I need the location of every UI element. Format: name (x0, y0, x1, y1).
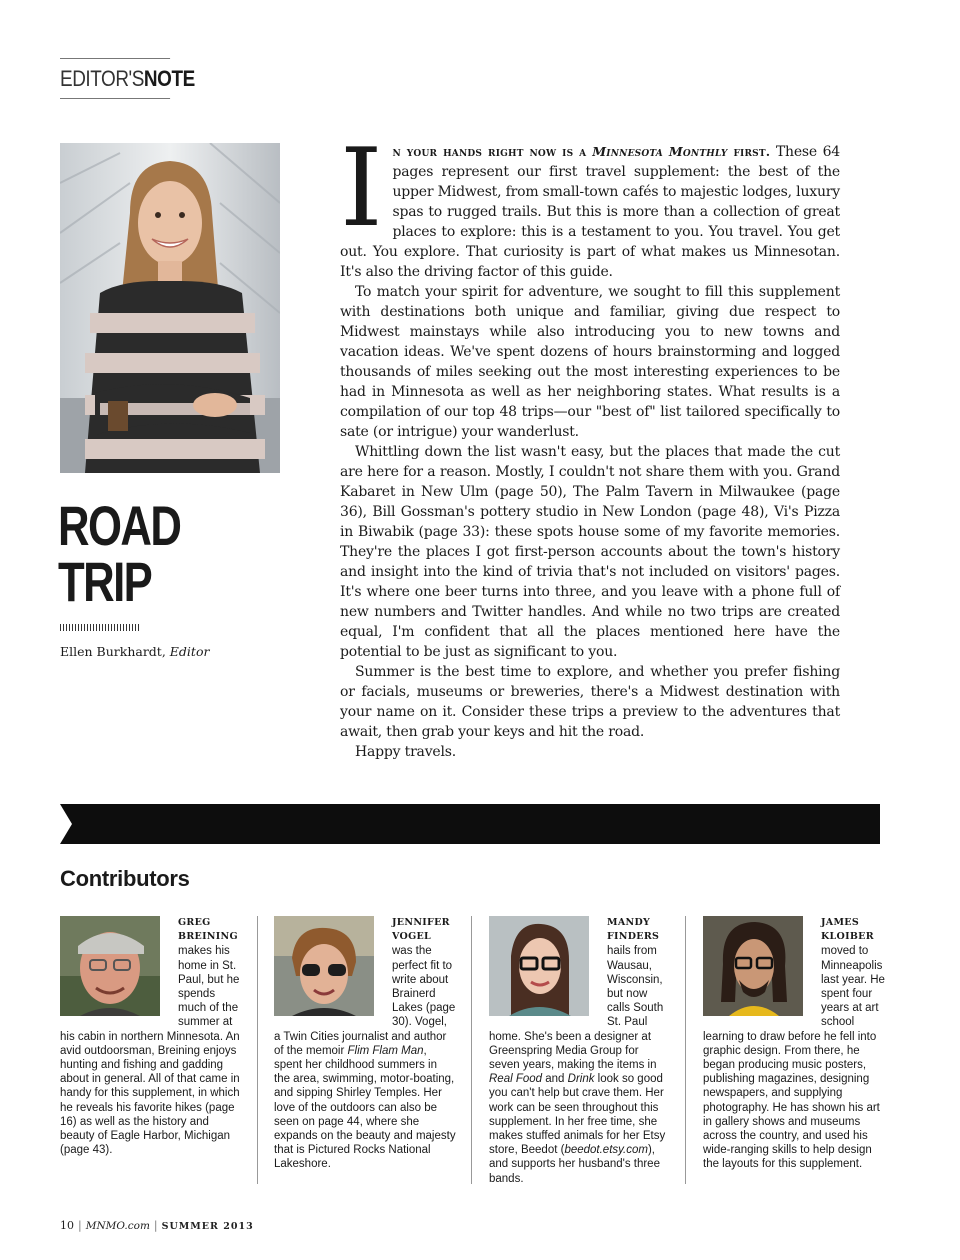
feature-title (58, 494, 181, 613)
lead-in-a: n your hands right now is a (392, 144, 593, 159)
contributor-bio-pub2: Drink (567, 1073, 595, 1086)
section-label-light: EDITOR'S (60, 66, 144, 91)
footer-site: MNMO.com (85, 1220, 150, 1232)
section-banner (60, 804, 880, 844)
byline (60, 644, 209, 659)
lead-in-publication: Minnesota Monthly (592, 144, 728, 159)
contributor-bio: makes his home in St. Paul, but he spends much of the summer at his cabin in northern Minnesota. An avid outdoorsman, Breining enjoys hunting and fishing and gadding about in general. All of that came in handy for this supplement, in which he reveals his favorite hikes (page 16) as well as the history and beauty of Eagle Harbor, Michigan (page 43). (60, 945, 240, 1157)
article-paragraph-2: To match your spirit for adventure, we sought to fill this supplement with destinations both unique and familiar, giving due respect to Midwest mainstays while also introducing you to new towns and vacation ideas. We've spent dozens of hours brainstorming and logged thousands of miles seeking out the most interesting experiences to be had in Minnesota as well as her neighboring states. What results is a compilation of our top 48 trips—our "best of" list tailored specifically to sate (or intrigue) your wanderlust. (340, 284, 840, 440)
lead-in (392, 144, 770, 159)
contributor-photo (489, 916, 589, 1016)
contributor-name: MANDY FINDERS (607, 917, 660, 943)
feature-title-line2: TRIP (58, 550, 152, 613)
contributor-bio-c: look so good you can't help but crave them. Her work can be seen throughout this supplement. In her free time, she makes stuffed animals for her Etsy store, Beedot ( (489, 1073, 666, 1157)
contributor-bio-book: Flim Flam Man (347, 1044, 424, 1057)
section-label-bold: NOTE (143, 66, 195, 91)
banner-notch (60, 804, 74, 844)
article-paragraph-3: Whittling down the list wasn't easy, but the places that made the cut are here for a reason. Mostly, I couldn't not share them with you. Grand Kabaret in New Ulm (page 50), The Palm Tavern in Milwaukee (page 36), Bill Gossman's pottery studio in New London (page 48), Vi's Pizza in Biwabik (page 33): these spots house some of my favorite memories. They're the places I got first-person accounts about the town's history and insight into the kind of trivia that's not included on visitors' pages. It's where one beer turns into three, and you leave with a phone full of new numbers and Twitter handles. And while no two trips are created equal, I'm confident that all the places mentioned here have the potential to be just as significant to you. (340, 444, 840, 660)
article-paragraph-1 (340, 126, 841, 282)
contributor-photo (274, 916, 374, 1016)
page-number: 10 (60, 1219, 74, 1232)
contributor-jennifer-vogel (274, 916, 456, 1172)
decorative-rule (60, 624, 140, 631)
article-paragraph-4: Summer is the best time to explore, and whether you prefer fishing or facials, museums or breweries, there's a Midwest destination with your name on it. Consider these trips a preview to the adventures that await, then grab your keys and hit the road. (340, 664, 840, 740)
contributor-james-kloiber (703, 916, 885, 1172)
byline-author: Ellen Burkhardt, (60, 644, 166, 659)
paragraph-1-text: These 64 pages represent our first travel supplement: the best of the upper Midwest, from small-town cafés to majestic lodges, luxury spas to rugged trails. But this is more than a collection of great places to explore: this is a testament to you. You travel. You get out. You explore. That curiosity is part of what makes us Minnesotan. It's also the driving factor of this guide. (340, 144, 841, 280)
contributor-name: GREG BREINING (178, 917, 238, 943)
lead-in-b: first. (727, 144, 771, 159)
contributor-greg-breining (60, 916, 242, 1157)
contributor-bio-pub1: Real Food (489, 1073, 543, 1086)
contributor-bio-a: was the perfect fit to write about Brainerd Lakes (page 30). Vogel, a Twin Cities journalist and author of the memoir (274, 945, 456, 1057)
contributor-bio-d: ), and supports her husband's three bands. (489, 1144, 660, 1185)
contributor-bio-a: hails from Wausau, Wisconsin, but now calls South St. Paul home. She's been a designer at Greenspring Media Group for seven years, making the items in (489, 945, 664, 1072)
column-divider (685, 916, 686, 1184)
contributor-bio-b: , spent her childhood summers in the area, swimming, motor-boating, and sipping Shirley Temples. Her love of the outdoors can also be seen on page 44, where she expands on the beauty and majesty that is Pictured Rocks National Lakeshore. (274, 1044, 456, 1171)
editor-portrait (60, 143, 280, 473)
feature-title-line1: ROAD (58, 494, 181, 557)
article-paragraph-5: Happy travels. (355, 744, 457, 760)
contributor-bio-b: and (542, 1073, 568, 1086)
byline-role: Editor (169, 644, 210, 659)
drop-cap: I (340, 126, 383, 251)
section-label (60, 58, 195, 99)
contributor-name: JENNIFER VOGEL (392, 917, 450, 943)
contributors-title: Contributors (60, 866, 190, 891)
contributor-mandy-finders (489, 916, 671, 1186)
contributor-photo (703, 916, 803, 1016)
page-footer: 10 | MNMO.com | SUMMER 2013 (60, 1219, 254, 1232)
article-body (340, 126, 841, 762)
contributor-name: JAMES KLOIBER (821, 917, 874, 943)
editor-portrait-illustration (60, 143, 280, 473)
contributor-photo (60, 916, 160, 1016)
contributor-bio: moved to Minneapolis last year. He spent four years at art school learning to draw before he fell into graphic design. From there, he began producing music posters, publishing magazines, designing newspapers, and supplying photography. He has shown his art in gallery shows and museums across the country, and used his wide-ranging skills to help design the layouts for this supplement. (703, 945, 885, 1171)
column-divider (257, 916, 258, 1184)
contributor-bio-url: beedot.etsy.com (564, 1144, 648, 1157)
footer-issue: SUMMER 2013 (161, 1221, 254, 1232)
column-divider (471, 916, 472, 1184)
